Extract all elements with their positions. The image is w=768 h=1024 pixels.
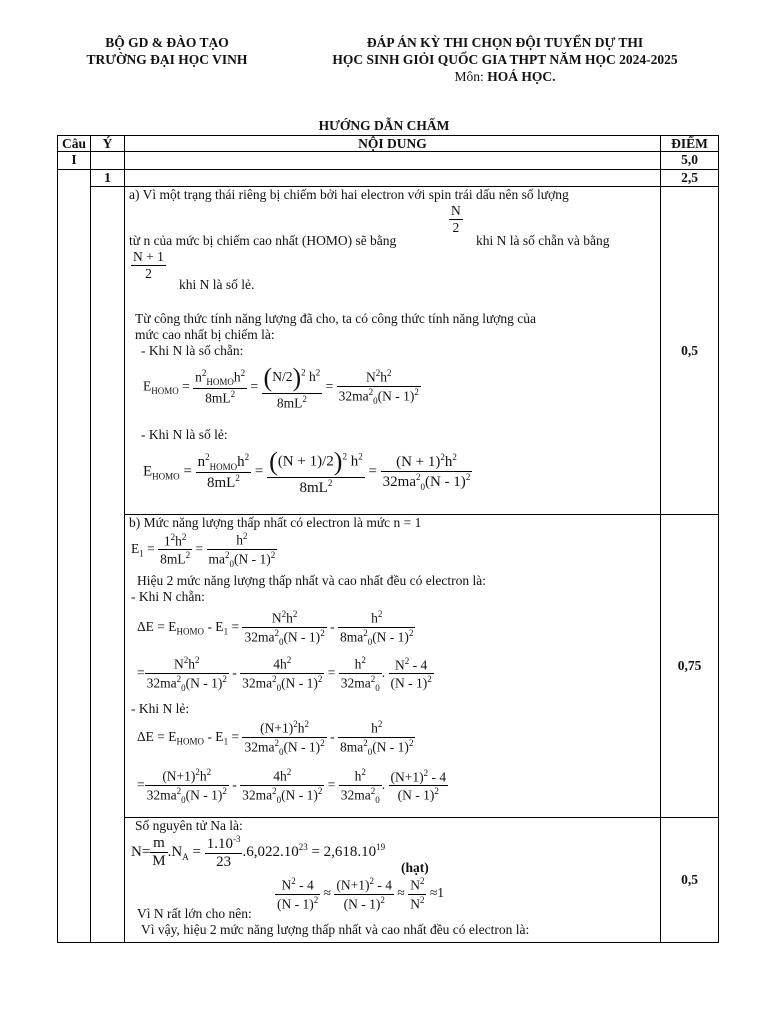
university-name: TRƯỜNG ĐẠI HỌC VINH [86, 52, 248, 67]
part-b-line2: Hiệu 2 mức năng lượng thấp nhất và cao nhất đều có electron là: [137, 573, 487, 588]
table-row [58, 187, 719, 515]
part-b-odd-label: - Khi N lẻ: [131, 701, 190, 716]
formula-delta-e-odd-2: = $\frac{(N+1)^2h^2}{32ma^2_0(N - 1)^2}$ - $\frac{4h^2}{32ma^2_0(N - 1)^2}$ = $\frac{h^2}{32ma^2_0}$ . $\frac{(N+1)^2 - 4}{(N - 1)^2}$ [137, 767, 447, 805]
header-content: NỘI DUNG [125, 136, 661, 152]
part-b-content [125, 515, 661, 818]
part-a-line3: khi N là số lẻ. [179, 277, 255, 292]
subject-label: Môn: [454, 69, 484, 84]
formula-e1: $E_1$ = $\frac{1^2h^2}{8mL^2}$ = $\frac{h^2}{ma^2_0(N - 1)^2}$ [131, 531, 276, 569]
part-b-even-label: - Khi N chẵn: [131, 589, 205, 604]
part-a-line2a: từ n của mức bị chiếm cao nhất (HOMO) sẽ bằng [129, 233, 397, 248]
formula-delta-e-odd-1: $\Delta E = E_{HOMO} - E_1$ = $\frac{(N+1)^2h^2}{32ma^2_0(N - 1)^2}$ - $\frac{h^2}{8ma^2_0(N - 1)^2}$ [137, 719, 414, 757]
table-row [58, 515, 719, 818]
header-cau: Câu [58, 136, 91, 152]
formula-n-plus-one-half: $\frac{N + 1}{2}$ [133, 249, 164, 281]
part-a-score: 0,5 [661, 187, 719, 515]
formula-n-half: $\frac{N}{2}$ [451, 203, 461, 235]
part-a-line1: a) Vì một trạng thái riêng bị chiếm bởi hai electron với spin trái dấu nên số lượng [129, 187, 569, 202]
subject-line [290, 68, 720, 85]
sub-question-score: 2,5 [661, 170, 719, 187]
formula-delta-e-even-2: = $\frac{N^2h^2}{32ma^2_0(N - 1)^2}$ - $\frac{4h^2}{32ma^2_0(N - 1)^2}$ = $\frac{h^2}{32ma^2_0}$ . $\frac{N^2 - 4}{(N - 1)^2}$ [137, 655, 432, 693]
question-label: I [58, 152, 91, 170]
header-score: ĐIỂM [661, 136, 719, 152]
formula-ehomo-even: $E_{HOMO}$ = $\frac{n^2_{HOMO}h^2}{8mL^2}$ = $\frac{(N/2)^2 h^2}{8mL^2}$ = $\frac{N^2h^2}{32ma^2_0(N - 1)^2}$ [143, 363, 419, 411]
table-row [58, 170, 719, 187]
unit-particles: (hạt) [401, 860, 429, 875]
formula-ehomo-odd: $E_{HOMO}$ = $\frac{n^2_{HOMO}h^2}{8mL^2}$ = $\frac{((N + 1)/2)^2 h^2}{8mL^2}$ = $\frac{(N + 1)^2h^2}{32ma^2_0(N - 1)^2}$ [143, 447, 471, 496]
part-a-even-label: - Khi N là số chẵn: [141, 343, 244, 358]
part-a-odd-label: - Khi N là số lẻ: [141, 427, 228, 442]
part-a-line4: Từ công thức tính năng lượng đã cho, ta có công thức tính năng lượng của [135, 311, 537, 326]
guide-title: HƯỚNG DẪN CHẤM [318, 118, 450, 133]
subject-value: HOÁ HỌC. [487, 69, 556, 84]
part-a-line5: mức cao nhất bị chiếm là: [135, 327, 275, 342]
part-a-line2b: khi N là số chẵn và bằng [476, 233, 610, 248]
header-y: Ý [91, 136, 125, 152]
formula-atom-count: N= $\frac{m}{M}$ $.N_A$ = $\frac{1.10^{-3}}{23}$ $.6,022.10^{23} = 2,618.10^{19}$ [131, 834, 386, 870]
part-c-line2: Vì N rất lớn cho nên: [137, 906, 252, 921]
sub-question-label: 1 [91, 170, 125, 187]
formula-delta-e-even-1: $\Delta E = E_{HOMO} - E_1$ = $\frac{N^2h^2}{32ma^2_0(N - 1)^2}$ - $\frac{h^2}{8ma^2_0(N - 1)^2}$ [137, 609, 414, 647]
exam-title: ĐÁP ÁN KỲ THI CHỌN ĐỘI TUYỂN DỰ THI [366, 35, 644, 50]
part-c-score: 0,5 [661, 818, 719, 943]
institution-header [52, 34, 282, 68]
table-row [58, 152, 719, 170]
ministry-name: BỘ GD & ĐÀO TẠO [105, 35, 229, 50]
part-a-content [125, 187, 661, 515]
part-b-line1: b) Mức năng lượng thấp nhất có electron là mức n = 1 [129, 515, 422, 530]
part-b-score: 0,75 [661, 515, 719, 818]
formula-approximation: $\frac{N^2 - 4}{(N - 1)^2}$ ≈ $\frac{(N+1)^2 - 4}{(N - 1)^2}$ ≈ $\frac{N^2}{N^2}$ ≈1 [277, 876, 444, 911]
question-score: 5,0 [661, 152, 719, 170]
exam-header [290, 34, 720, 85]
table-header-row [58, 136, 719, 152]
part-c-line1: Số nguyên tử Na là: [135, 818, 243, 833]
exam-subtitle: HỌC SINH GIỎI QUỐC GIA THPT NĂM HỌC 2024-2025 [332, 52, 678, 67]
part-c-line3: Vì vậy, hiệu 2 mức năng lượng thấp nhất và cao nhất đều có electron là: [141, 922, 530, 937]
part-c-content [125, 818, 661, 943]
table-row [58, 818, 719, 943]
answer-table [57, 135, 719, 943]
